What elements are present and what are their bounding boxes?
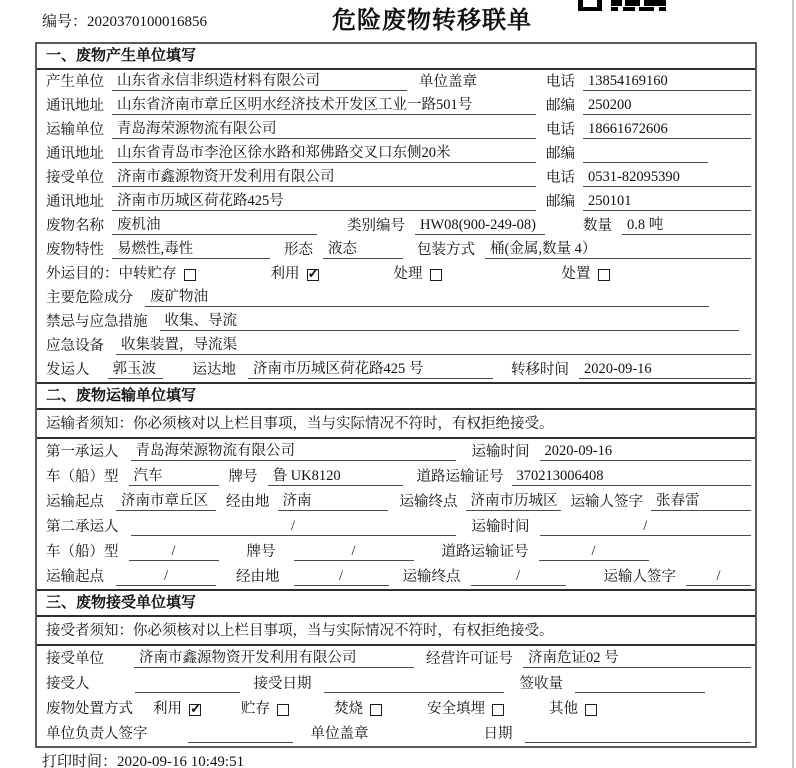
receiver-unit-value: 济南市鑫源物资开发利用有限公司	[112, 169, 536, 187]
purpose-option-utilize	[271, 266, 319, 283]
checkbox-disposal-utilize-icon	[189, 704, 201, 716]
disposal-method-label: 废物处置方式	[46, 701, 133, 717]
route-end-label: 运输终点	[399, 494, 458, 510]
row-accept-unit	[37, 646, 755, 671]
received-quantity-value	[575, 676, 705, 693]
route-via-label: 经由地	[226, 494, 270, 510]
row-acceptor	[37, 671, 755, 696]
row-transporter-unit	[37, 118, 755, 142]
quantity-value: 0.8 吨	[622, 217, 751, 235]
row-dispatcher	[37, 358, 755, 382]
row-left-group	[46, 193, 546, 211]
zip-label: 邮编	[546, 98, 575, 114]
emergency-equipment-label: 应急设备	[46, 338, 104, 354]
purpose-option-treat	[394, 266, 442, 283]
carrier-signature-label: 运输人签字	[570, 494, 643, 510]
vehicle-type-value: /	[129, 543, 219, 561]
row-route-2	[37, 564, 755, 589]
road-license-label: 道路运输证号	[441, 544, 529, 560]
acceptor-value	[135, 676, 240, 693]
route-end-label: 运输终点	[402, 569, 461, 585]
vehicle-type-label: 车（船）型	[46, 469, 119, 485]
transport-time-label: 运输时间	[471, 444, 530, 460]
transporter-zip-value	[583, 146, 708, 163]
section-producer	[37, 44, 755, 382]
row-taboo-measures	[37, 310, 755, 334]
carrier-signature-value: /	[686, 568, 751, 586]
row-route-1	[37, 489, 755, 514]
waste-name-label: 废物名称	[46, 218, 104, 234]
phone-label: 电话	[546, 74, 575, 90]
emergency-equipment-value: 收集装置，导流渠	[116, 337, 751, 355]
row-left-group	[46, 97, 546, 115]
category-code-value: HW08(900-249-08)	[415, 217, 545, 235]
unit-seal-label: 单位盖章	[419, 74, 477, 90]
checkbox-treat-icon	[430, 269, 442, 281]
accept-unit-label: 接受单位	[46, 651, 104, 667]
route-start-label: 运输起点	[46, 494, 104, 510]
second-carrier-label: 第二承运人	[46, 519, 119, 535]
checkbox-disposal-other-icon	[585, 704, 597, 716]
route-start-value: /	[116, 568, 216, 586]
plate-number-label: 牌号	[246, 544, 276, 560]
date-label: 日期	[483, 726, 513, 742]
producer-unit-label: 产生单位	[46, 74, 104, 90]
acceptor-label: 接受人	[46, 676, 90, 692]
checkbox-disposal-landfill-icon	[492, 704, 504, 716]
document-number-value: 2020370100016856	[87, 14, 208, 30]
transporter-phone-value: 18661672606	[583, 121, 751, 139]
page-title: 危险废物转移联单	[332, 8, 532, 34]
row-receiver-unit	[37, 166, 755, 190]
operation-license-label: 经营许可证号	[426, 651, 513, 667]
route-end-value: 济南市历城区	[466, 493, 561, 511]
waste-name-value: 废机油	[112, 217, 317, 235]
phone-label: 电话	[546, 122, 575, 138]
transporter-address-value: 山东省青岛市李沧区徐水路和郑佛路交叉口东侧20米	[112, 145, 536, 163]
page-edge-divider	[792, 0, 794, 768]
carrier-signature-value: 张春雷	[651, 493, 751, 511]
purpose-option-label: 处置	[561, 266, 591, 282]
producer-address-value: 山东省济南市章丘区明水经济技术开发区工业一路501号	[112, 97, 536, 115]
zip-label: 邮编	[546, 146, 575, 162]
disposal-option-storage	[241, 701, 289, 718]
purpose-option-transit-storage	[119, 266, 196, 283]
transporter-unit-label: 运输单位	[46, 122, 104, 138]
section2-title: 二、废物运输单位填写	[37, 382, 755, 410]
transporter-address-label: 通讯地址	[46, 146, 104, 162]
transfer-purpose-label: 外运目的：	[46, 266, 119, 282]
second-carrier-value: /	[131, 518, 456, 536]
carrier-signature-label: 运输人签字	[603, 569, 676, 585]
quantity-label: 数量	[583, 218, 612, 234]
waste-traits-label: 废物特性	[46, 242, 104, 258]
row-emergency-equipment	[37, 334, 755, 358]
transporter-notice: 运输者须知：你必须核对以上栏目事项，当与实际情况不符时，有权拒绝接受。	[37, 410, 755, 439]
plate-number-value: 鲁 UK8120	[268, 468, 403, 486]
disposal-option-other	[549, 701, 597, 718]
route-start-value: 济南市章丘区	[116, 493, 216, 511]
route-start-label: 运输起点	[46, 569, 104, 585]
taboo-measures-value: 收集、导流	[160, 313, 740, 331]
road-license-label: 道路运输证号	[416, 469, 504, 485]
accept-unit-value: 济南市鑫源物资开发利用有限公司	[134, 650, 414, 668]
checkbox-dispose-icon	[598, 269, 610, 281]
checkbox-disposal-storage-icon	[277, 704, 289, 716]
road-license-value: 370213006408	[512, 468, 752, 486]
receiver-address-value: 济南市历城区荷花路425号	[112, 193, 536, 211]
unit-seal-label: 单位盖章	[310, 726, 369, 742]
route-via-value: /	[294, 568, 389, 586]
section-receiver	[37, 589, 755, 746]
destination-label: 运达地	[192, 362, 236, 378]
accept-date-value	[324, 676, 504, 693]
transporter-unit-value: 青岛海荣源物流有限公司	[112, 121, 536, 139]
disposal-option-utilize	[153, 701, 201, 718]
producer-address-label: 通讯地址	[46, 98, 104, 114]
section1-title: 一、废物产生单位填写	[37, 44, 755, 70]
row-producer-unit	[37, 70, 755, 94]
disposal-option-label: 其他	[549, 701, 578, 717]
document-number-label: 编号：	[42, 14, 88, 30]
route-end-value: /	[471, 568, 566, 586]
transfer-time-value: 2020-09-16	[579, 361, 751, 379]
receiver-phone-value: 0531-82095390	[583, 169, 751, 187]
disposal-option-label: 安全填埋	[427, 701, 485, 717]
section-transporter	[37, 382, 755, 589]
print-time	[42, 750, 244, 768]
road-license-value: /	[539, 543, 649, 561]
disposal-option-label: 贮存	[241, 701, 270, 717]
producer-phone-value: 13854169160	[583, 73, 751, 91]
plate-number-value: /	[294, 543, 414, 561]
qr-code-fragment-icon	[578, 0, 668, 11]
row-left-group	[46, 145, 546, 163]
transport-time-label: 运输时间	[471, 519, 530, 535]
row-left-group	[46, 121, 546, 139]
operation-license-value: 济南危证02 号	[523, 650, 751, 668]
manifest-form	[35, 42, 757, 748]
form-state-value: 液态	[323, 241, 403, 259]
dispatcher-label: 发运人	[46, 362, 90, 378]
checkbox-disposal-incinerate-icon	[370, 704, 382, 716]
disposal-option-label: 利用	[153, 701, 182, 717]
waste-traits-value: 易燃性,毒性	[112, 241, 270, 259]
row-waste-name	[37, 214, 755, 238]
checkbox-transit-storage-icon	[184, 269, 196, 281]
disposal-option-landfill	[427, 701, 504, 718]
responsible-signature-value	[188, 726, 293, 743]
row-disposal-method	[37, 696, 755, 721]
producer-zip-value: 250200	[583, 97, 751, 115]
purpose-option-dispose	[562, 266, 610, 283]
category-code-label: 类别编号	[347, 218, 405, 234]
date-value	[525, 726, 752, 743]
zip-label: 邮编	[546, 194, 575, 210]
row-vehicle-type-2	[37, 539, 755, 564]
producer-unit-value: 山东省永信非织造材料有限公司	[112, 73, 407, 91]
route-via-label: 经由地	[236, 569, 280, 585]
destination-value: 济南市历城区荷花路425 号	[248, 361, 493, 379]
row-receiver-address	[37, 190, 755, 214]
packaging-label: 包装方式	[417, 242, 475, 258]
transport-time-value: /	[540, 518, 752, 536]
packaging-value: 桶(金属,数量 4）	[485, 241, 751, 259]
row-left-group	[46, 169, 546, 187]
print-time-label: 打印时间：	[42, 754, 118, 768]
document-number	[42, 10, 207, 31]
hazard-components-value: 废矿物油	[145, 289, 709, 307]
purpose-option-label: 利用	[270, 266, 300, 282]
row-responsible-signature	[37, 721, 755, 746]
row-producer-address	[37, 94, 755, 118]
vehicle-type-label: 车（船）型	[46, 544, 119, 560]
purpose-option-label: 处理	[393, 266, 423, 282]
row-left-group	[46, 73, 546, 91]
first-carrier-value: 青岛海荣源物流有限公司	[131, 443, 456, 461]
disposal-option-label: 焚烧	[334, 701, 363, 717]
receiver-unit-label: 接受单位	[46, 170, 104, 186]
plate-number-label: 牌号	[228, 469, 258, 485]
disposal-option-incinerate	[334, 701, 382, 718]
row-transfer-purpose	[37, 262, 755, 286]
receiver-zip-value: 250101	[583, 193, 751, 211]
form-state-label: 形态	[284, 242, 313, 258]
first-carrier-label: 第一承运人	[46, 444, 119, 460]
vehicle-type-value: 汽车	[129, 468, 219, 486]
purpose-option-label: 中转贮存	[118, 266, 177, 282]
transfer-time-label: 转移时间	[511, 362, 569, 378]
responsible-signature-label: 单位负责人签字	[46, 726, 148, 742]
row-second-carrier	[37, 514, 755, 539]
row-first-carrier	[37, 439, 755, 464]
dispatcher-value: 郭玉波	[108, 361, 163, 379]
taboo-measures-label: 禁忌与应急措施	[46, 314, 148, 330]
row-hazard-components	[37, 286, 755, 310]
received-quantity-label: 签收量	[519, 676, 563, 692]
phone-label: 电话	[546, 170, 575, 186]
transport-time-value: 2020-09-16	[540, 443, 752, 461]
print-time-value: 2020-09-16 10:49:51	[117, 754, 245, 768]
route-via-value: 济南	[278, 493, 388, 511]
row-waste-traits	[37, 238, 755, 262]
receiver-notice: 接受者须知：你必须核对以上栏目事项，当与实际情况不符时，有权拒绝接受。	[37, 617, 755, 646]
hazard-components-label: 主要危险成分	[46, 290, 133, 306]
receiver-address-label: 通讯地址	[46, 194, 104, 210]
section3-title: 三、废物接受单位填写	[37, 589, 755, 617]
accept-date-label: 接受日期	[253, 676, 312, 692]
row-transporter-address	[37, 142, 755, 166]
checkbox-utilize-icon	[307, 269, 319, 281]
row-vehicle-type-1	[37, 464, 755, 489]
